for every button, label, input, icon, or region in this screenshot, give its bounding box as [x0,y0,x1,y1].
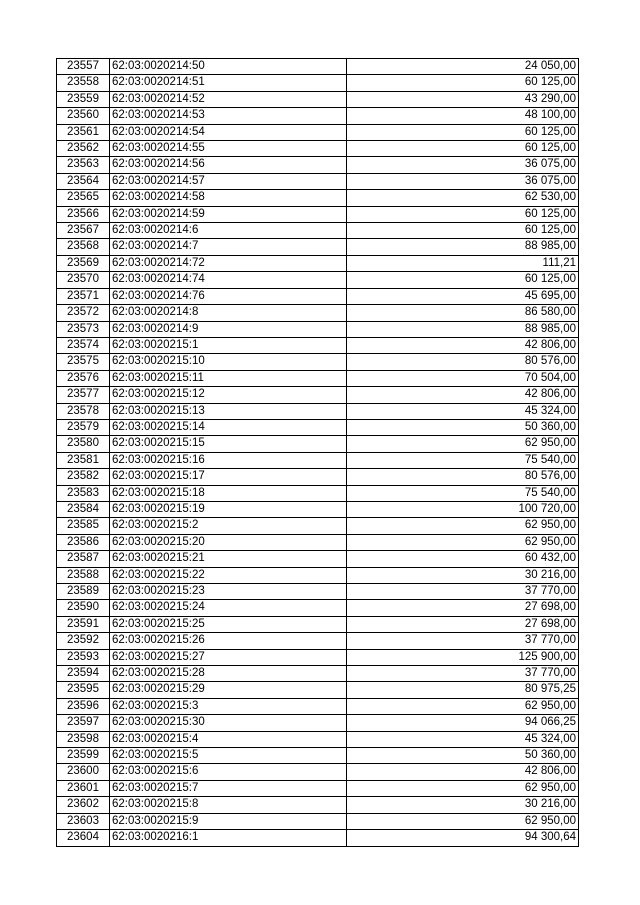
table-row [57,223,579,239]
cadastral-number-cell: 62:03:0020214:51 [110,75,347,91]
value-cell: 80 576,00 [347,469,579,485]
row-number-cell: 23573 [57,321,110,337]
value-cell: 86 580,00 [347,305,579,321]
cadastral-number-cell: 62:03:0020214:7 [110,239,347,255]
cadastral-number-cell: 62:03:0020215:4 [110,731,347,747]
table-row [57,748,579,764]
table-row [57,173,579,189]
cadastral-number-cell: 62:03:0020215:15 [110,436,347,452]
value-cell: 75 540,00 [347,485,579,501]
cadastral-number-cell: 62:03:0020215:14 [110,419,347,435]
table-row [57,370,579,386]
value-cell: 30 216,00 [347,567,579,583]
value-cell: 125 900,00 [347,649,579,665]
table-row [57,813,579,829]
cadastral-number-cell: 62:03:0020215:8 [110,797,347,813]
value-cell: 80 576,00 [347,354,579,370]
row-number-cell: 23570 [57,272,110,288]
row-number-cell: 23561 [57,124,110,140]
cadastral-number-cell: 62:03:0020214:76 [110,288,347,304]
row-number-cell: 23571 [57,288,110,304]
cadastral-number-cell: 62:03:0020215:12 [110,387,347,403]
table-row [57,633,579,649]
cadastral-number-cell: 62:03:0020216:1 [110,830,347,846]
row-number-cell: 23586 [57,534,110,550]
cadastral-number-cell: 62:03:0020215:24 [110,600,347,616]
table-row [57,780,579,796]
row-number-cell: 23597 [57,715,110,731]
table-row [57,91,579,107]
table-row [57,764,579,780]
value-cell: 60 125,00 [347,272,579,288]
value-cell: 42 806,00 [347,764,579,780]
table-row [57,419,579,435]
table-row [57,731,579,747]
table-row [57,305,579,321]
table-row [57,321,579,337]
value-cell: 75 540,00 [347,452,579,468]
table-row [57,666,579,682]
cadastral-number-cell: 62:03:0020214:52 [110,91,347,107]
row-number-cell: 23563 [57,157,110,173]
table-row [57,452,579,468]
value-cell: 50 360,00 [347,748,579,764]
table-row [57,255,579,271]
row-number-cell: 23580 [57,436,110,452]
value-cell: 60 125,00 [347,124,579,140]
value-cell: 43 290,00 [347,91,579,107]
cadastral-number-cell: 62:03:0020215:7 [110,780,347,796]
table-row [57,698,579,714]
cadastral-number-cell: 62:03:0020215:26 [110,633,347,649]
row-number-cell: 23591 [57,616,110,632]
row-number-cell: 23598 [57,731,110,747]
cadastral-number-cell: 62:03:0020214:72 [110,255,347,271]
cadastral-number-cell: 62:03:0020215:22 [110,567,347,583]
cadastral-number-cell: 62:03:0020214:56 [110,157,347,173]
value-cell: 62 950,00 [347,813,579,829]
cadastral-number-cell: 62:03:0020215:13 [110,403,347,419]
row-number-cell: 23587 [57,551,110,567]
table-row [57,469,579,485]
cadastral-number-cell: 62:03:0020215:5 [110,748,347,764]
value-cell: 37 770,00 [347,633,579,649]
cadastral-number-cell: 62:03:0020215:19 [110,501,347,517]
row-number-cell: 23599 [57,748,110,764]
cadastral-number-cell: 62:03:0020214:74 [110,272,347,288]
row-number-cell: 23562 [57,141,110,157]
row-number-cell: 23575 [57,354,110,370]
value-cell: 88 985,00 [347,321,579,337]
table-body [57,59,579,847]
table-row [57,830,579,846]
cadastral-number-cell: 62:03:0020214:9 [110,321,347,337]
row-number-cell: 23604 [57,830,110,846]
value-cell: 62 950,00 [347,780,579,796]
row-number-cell: 23566 [57,206,110,222]
value-cell: 37 770,00 [347,584,579,600]
row-number-cell: 23581 [57,452,110,468]
value-cell: 62 950,00 [347,698,579,714]
value-cell: 70 504,00 [347,370,579,386]
row-number-cell: 23558 [57,75,110,91]
row-number-cell: 23568 [57,239,110,255]
row-number-cell: 23559 [57,91,110,107]
table-row [57,715,579,731]
cadastral-number-cell: 62:03:0020214:53 [110,108,347,124]
value-cell: 94 066,25 [347,715,579,731]
row-number-cell: 23564 [57,173,110,189]
table-row [57,485,579,501]
table-row [57,584,579,600]
row-number-cell: 23567 [57,223,110,239]
row-number-cell: 23574 [57,337,110,353]
cadastral-number-cell: 62:03:0020215:18 [110,485,347,501]
cadastral-number-cell: 62:03:0020215:28 [110,666,347,682]
table-row [57,354,579,370]
value-cell: 62 530,00 [347,190,579,206]
row-number-cell: 23569 [57,255,110,271]
cadastral-number-cell: 62:03:0020214:54 [110,124,347,140]
table-row [57,272,579,288]
value-cell: 62 950,00 [347,534,579,550]
row-number-cell: 23603 [57,813,110,829]
row-number-cell: 23585 [57,518,110,534]
row-number-cell: 23590 [57,600,110,616]
cadastral-number-cell: 62:03:0020215:1 [110,337,347,353]
cadastral-value-table [56,58,579,847]
row-number-cell: 23565 [57,190,110,206]
cadastral-number-cell: 62:03:0020215:16 [110,452,347,468]
table-row [57,157,579,173]
row-number-cell: 23588 [57,567,110,583]
cadastral-number-cell: 62:03:0020215:27 [110,649,347,665]
table-row [57,206,579,222]
value-cell: 24 050,00 [347,59,579,75]
value-cell: 45 695,00 [347,288,579,304]
table-row [57,682,579,698]
value-cell: 62 950,00 [347,518,579,534]
cadastral-number-cell: 62:03:0020215:11 [110,370,347,386]
table-row [57,600,579,616]
cadastral-number-cell: 62:03:0020214:8 [110,305,347,321]
value-cell: 36 075,00 [347,173,579,189]
table-row [57,75,579,91]
value-cell: 62 950,00 [347,436,579,452]
row-number-cell: 23578 [57,403,110,419]
table-row [57,616,579,632]
cadastral-number-cell: 62:03:0020214:59 [110,206,347,222]
value-cell: 60 125,00 [347,223,579,239]
row-number-cell: 23592 [57,633,110,649]
value-cell: 42 806,00 [347,387,579,403]
value-cell: 36 075,00 [347,157,579,173]
table-row [57,403,579,419]
value-cell: 80 975,25 [347,682,579,698]
cadastral-number-cell: 62:03:0020214:57 [110,173,347,189]
cadastral-number-cell: 62:03:0020215:2 [110,518,347,534]
row-number-cell: 23595 [57,682,110,698]
row-number-cell: 23596 [57,698,110,714]
table-row [57,239,579,255]
table-row [57,108,579,124]
row-number-cell: 23600 [57,764,110,780]
cadastral-number-cell: 62:03:0020215:3 [110,698,347,714]
value-cell: 48 100,00 [347,108,579,124]
row-number-cell: 23560 [57,108,110,124]
table-row [57,436,579,452]
row-number-cell: 23602 [57,797,110,813]
value-cell: 27 698,00 [347,616,579,632]
cadastral-number-cell: 62:03:0020215:20 [110,534,347,550]
table-row [57,288,579,304]
table-row [57,124,579,140]
row-number-cell: 23601 [57,780,110,796]
table-row [57,501,579,517]
table-row [57,534,579,550]
value-cell: 60 432,00 [347,551,579,567]
row-number-cell: 23557 [57,59,110,75]
cadastral-number-cell: 62:03:0020215:30 [110,715,347,731]
table-row [57,190,579,206]
row-number-cell: 23583 [57,485,110,501]
value-cell: 45 324,00 [347,403,579,419]
cadastral-number-cell: 62:03:0020214:58 [110,190,347,206]
row-number-cell: 23572 [57,305,110,321]
table-row [57,567,579,583]
value-cell: 100 720,00 [347,501,579,517]
value-cell: 94 300,64 [347,830,579,846]
table-row [57,649,579,665]
cadastral-number-cell: 62:03:0020215:21 [110,551,347,567]
value-cell: 30 216,00 [347,797,579,813]
row-number-cell: 23594 [57,666,110,682]
cadastral-number-cell: 62:03:0020214:50 [110,59,347,75]
value-cell: 37 770,00 [347,666,579,682]
row-number-cell: 23579 [57,419,110,435]
cadastral-number-cell: 62:03:0020215:25 [110,616,347,632]
value-cell: 50 360,00 [347,419,579,435]
value-cell: 27 698,00 [347,600,579,616]
value-cell: 45 324,00 [347,731,579,747]
value-cell: 111,21 [347,255,579,271]
table-row [57,141,579,157]
row-number-cell: 23593 [57,649,110,665]
value-cell: 88 985,00 [347,239,579,255]
table-row [57,797,579,813]
cadastral-number-cell: 62:03:0020215:9 [110,813,347,829]
cadastral-number-cell: 62:03:0020215:6 [110,764,347,780]
table-row [57,337,579,353]
row-number-cell: 23584 [57,501,110,517]
table-row [57,518,579,534]
row-number-cell: 23577 [57,387,110,403]
value-cell: 60 125,00 [347,75,579,91]
cadastral-number-cell: 62:03:0020215:23 [110,584,347,600]
row-number-cell: 23582 [57,469,110,485]
table-row [57,551,579,567]
row-number-cell: 23589 [57,584,110,600]
cadastral-number-cell: 62:03:0020215:17 [110,469,347,485]
value-cell: 60 125,00 [347,206,579,222]
value-cell: 42 806,00 [347,337,579,353]
value-cell: 60 125,00 [347,141,579,157]
table-row [57,59,579,75]
table-row [57,387,579,403]
row-number-cell: 23576 [57,370,110,386]
cadastral-number-cell: 62:03:0020215:29 [110,682,347,698]
cadastral-number-cell: 62:03:0020215:10 [110,354,347,370]
cadastral-number-cell: 62:03:0020214:6 [110,223,347,239]
cadastral-number-cell: 62:03:0020214:55 [110,141,347,157]
